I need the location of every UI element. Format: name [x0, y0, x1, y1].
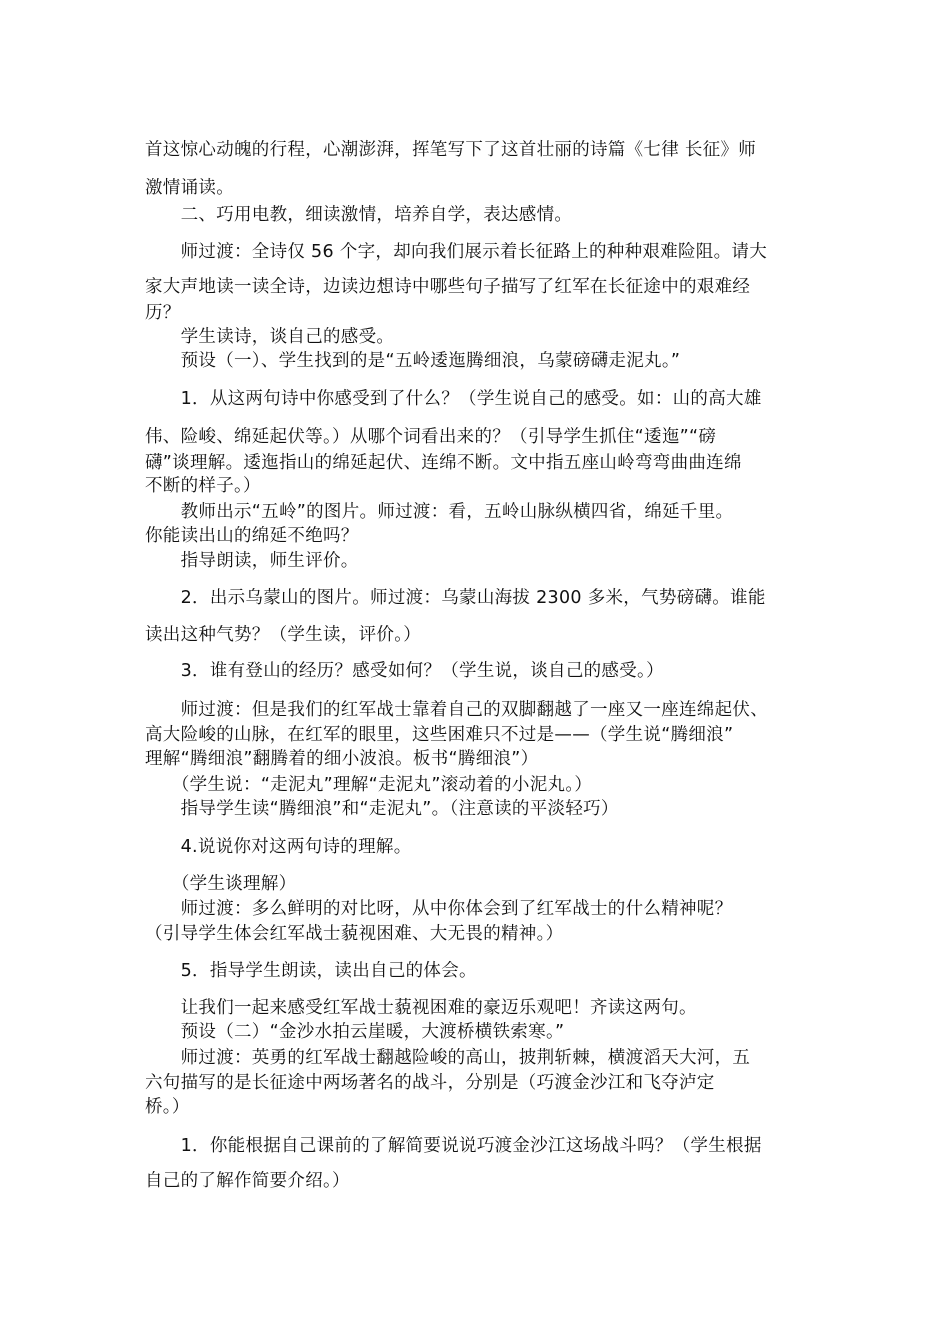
text-line: 历？ [145, 303, 181, 323]
text-line: 二、巧用电教，细读激情，培养自学，表达感情。 [145, 205, 573, 225]
text-line: 2．出示乌蒙山的图片。师过渡：乌蒙山海拔 2300 多米，气势磅礴。谁能 [145, 588, 766, 608]
text-line: 指导朗读，师生评价。 [145, 551, 359, 571]
text-line: 让我们一起来感受红军战士藐视困难的豪迈乐观吧！齐读这两句。 [145, 998, 697, 1018]
text-line: 师过渡：全诗仅 56 个字，却向我们展示着长征路上的种种艰难险阻。请大 [145, 242, 767, 262]
text-line: 1．你能根据自己课前的了解简要说说巧渡金沙江这场战斗吗？（学生根据 [145, 1136, 762, 1156]
text-line: 礴”谈理解。逶迤指山的绵延起伏、连绵不断。文中指五座山岭弯弯曲曲连绵 [145, 453, 742, 473]
text-line: 理解“腾细浪”翻腾着的细小波浪。板书“腾细浪”） [145, 749, 539, 769]
text-line: 指导学生读“腾细浪”和“走泥丸”。（注意读的平淡轻巧） [145, 799, 619, 819]
text-line: 家大声地读一读全诗，边读边想诗中哪些句子描写了红军在长征途中的艰难经 [145, 277, 751, 297]
text-line: 读出这种气势？（学生读，评价。） [145, 625, 422, 645]
text-line: 六句描写的是长征途中两场著名的战斗，分别是（巧渡金沙江和飞夺泸定 [145, 1073, 715, 1093]
text-line: 伟、险峻、绵延起伏等。）从哪个词看出来的？（引导学生抓住“逶迤”“磅 [145, 427, 717, 447]
text-line: （学生说：“走泥丸”理解“走泥丸”滚动着的小泥丸。） [145, 775, 593, 795]
text-line: 师过渡：英勇的红军战士翻越险峻的高山，披荆斩棘，横渡滔天大河，五 [145, 1048, 751, 1068]
text-line: 学生读诗，谈自己的感受。 [145, 327, 395, 347]
text-line: （引导学生体会红军战士藐视困难、大无畏的精神。） [145, 924, 564, 944]
text-line: 不断的样子。） [145, 476, 261, 496]
text-line: 师过渡：多么鲜明的对比呀，从中你体会到了红军战士的什么精神呢？ [145, 899, 733, 919]
text-line: 5．指导学生朗读，读出自己的体会。 [145, 961, 477, 981]
text-line: 3．谁有登山的经历？感受如何？（学生说，谈自己的感受。） [145, 661, 664, 681]
text-line: 1．从这两句诗中你感受到了什么？（学生说自己的感受。如：山的高大雄 [145, 389, 762, 409]
text-line: 预设（二）“金沙水拍云崖暖，大渡桥横铁索寒。” [145, 1022, 565, 1042]
text-line: 激情诵读。 [145, 178, 234, 198]
text-line: 教师出示“五岭”的图片。师过渡：看，五岭山脉纵横四省，绵延千里。 [145, 502, 734, 522]
text-line: 高大险峻的山脉，在红军的眼里，这些困难只不过是——（学生说“腾细浪” [145, 725, 734, 745]
text-line: 师过渡：但是我们的红军战士靠着自己的双脚翻越了一座又一座连绵起伏、 [145, 700, 768, 720]
text-line: 自己的了解作简要介绍。） [145, 1171, 350, 1191]
text-line: （学生谈理解） [145, 874, 297, 894]
text-line: 首这惊心动魄的行程，心潮澎湃，挥笔写下了这首壮丽的诗篇《七律 长征》师 [145, 140, 757, 160]
text-line: 预设（一）、学生找到的是“五岭逶迤腾细浪，乌蒙磅礴走泥丸。” [145, 351, 681, 371]
text-line: 你能读出山的绵延不绝吗？ [145, 526, 359, 546]
text-line: 4.说说你对这两句诗的理解。 [145, 837, 412, 857]
text-line: 桥。） [145, 1097, 190, 1117]
